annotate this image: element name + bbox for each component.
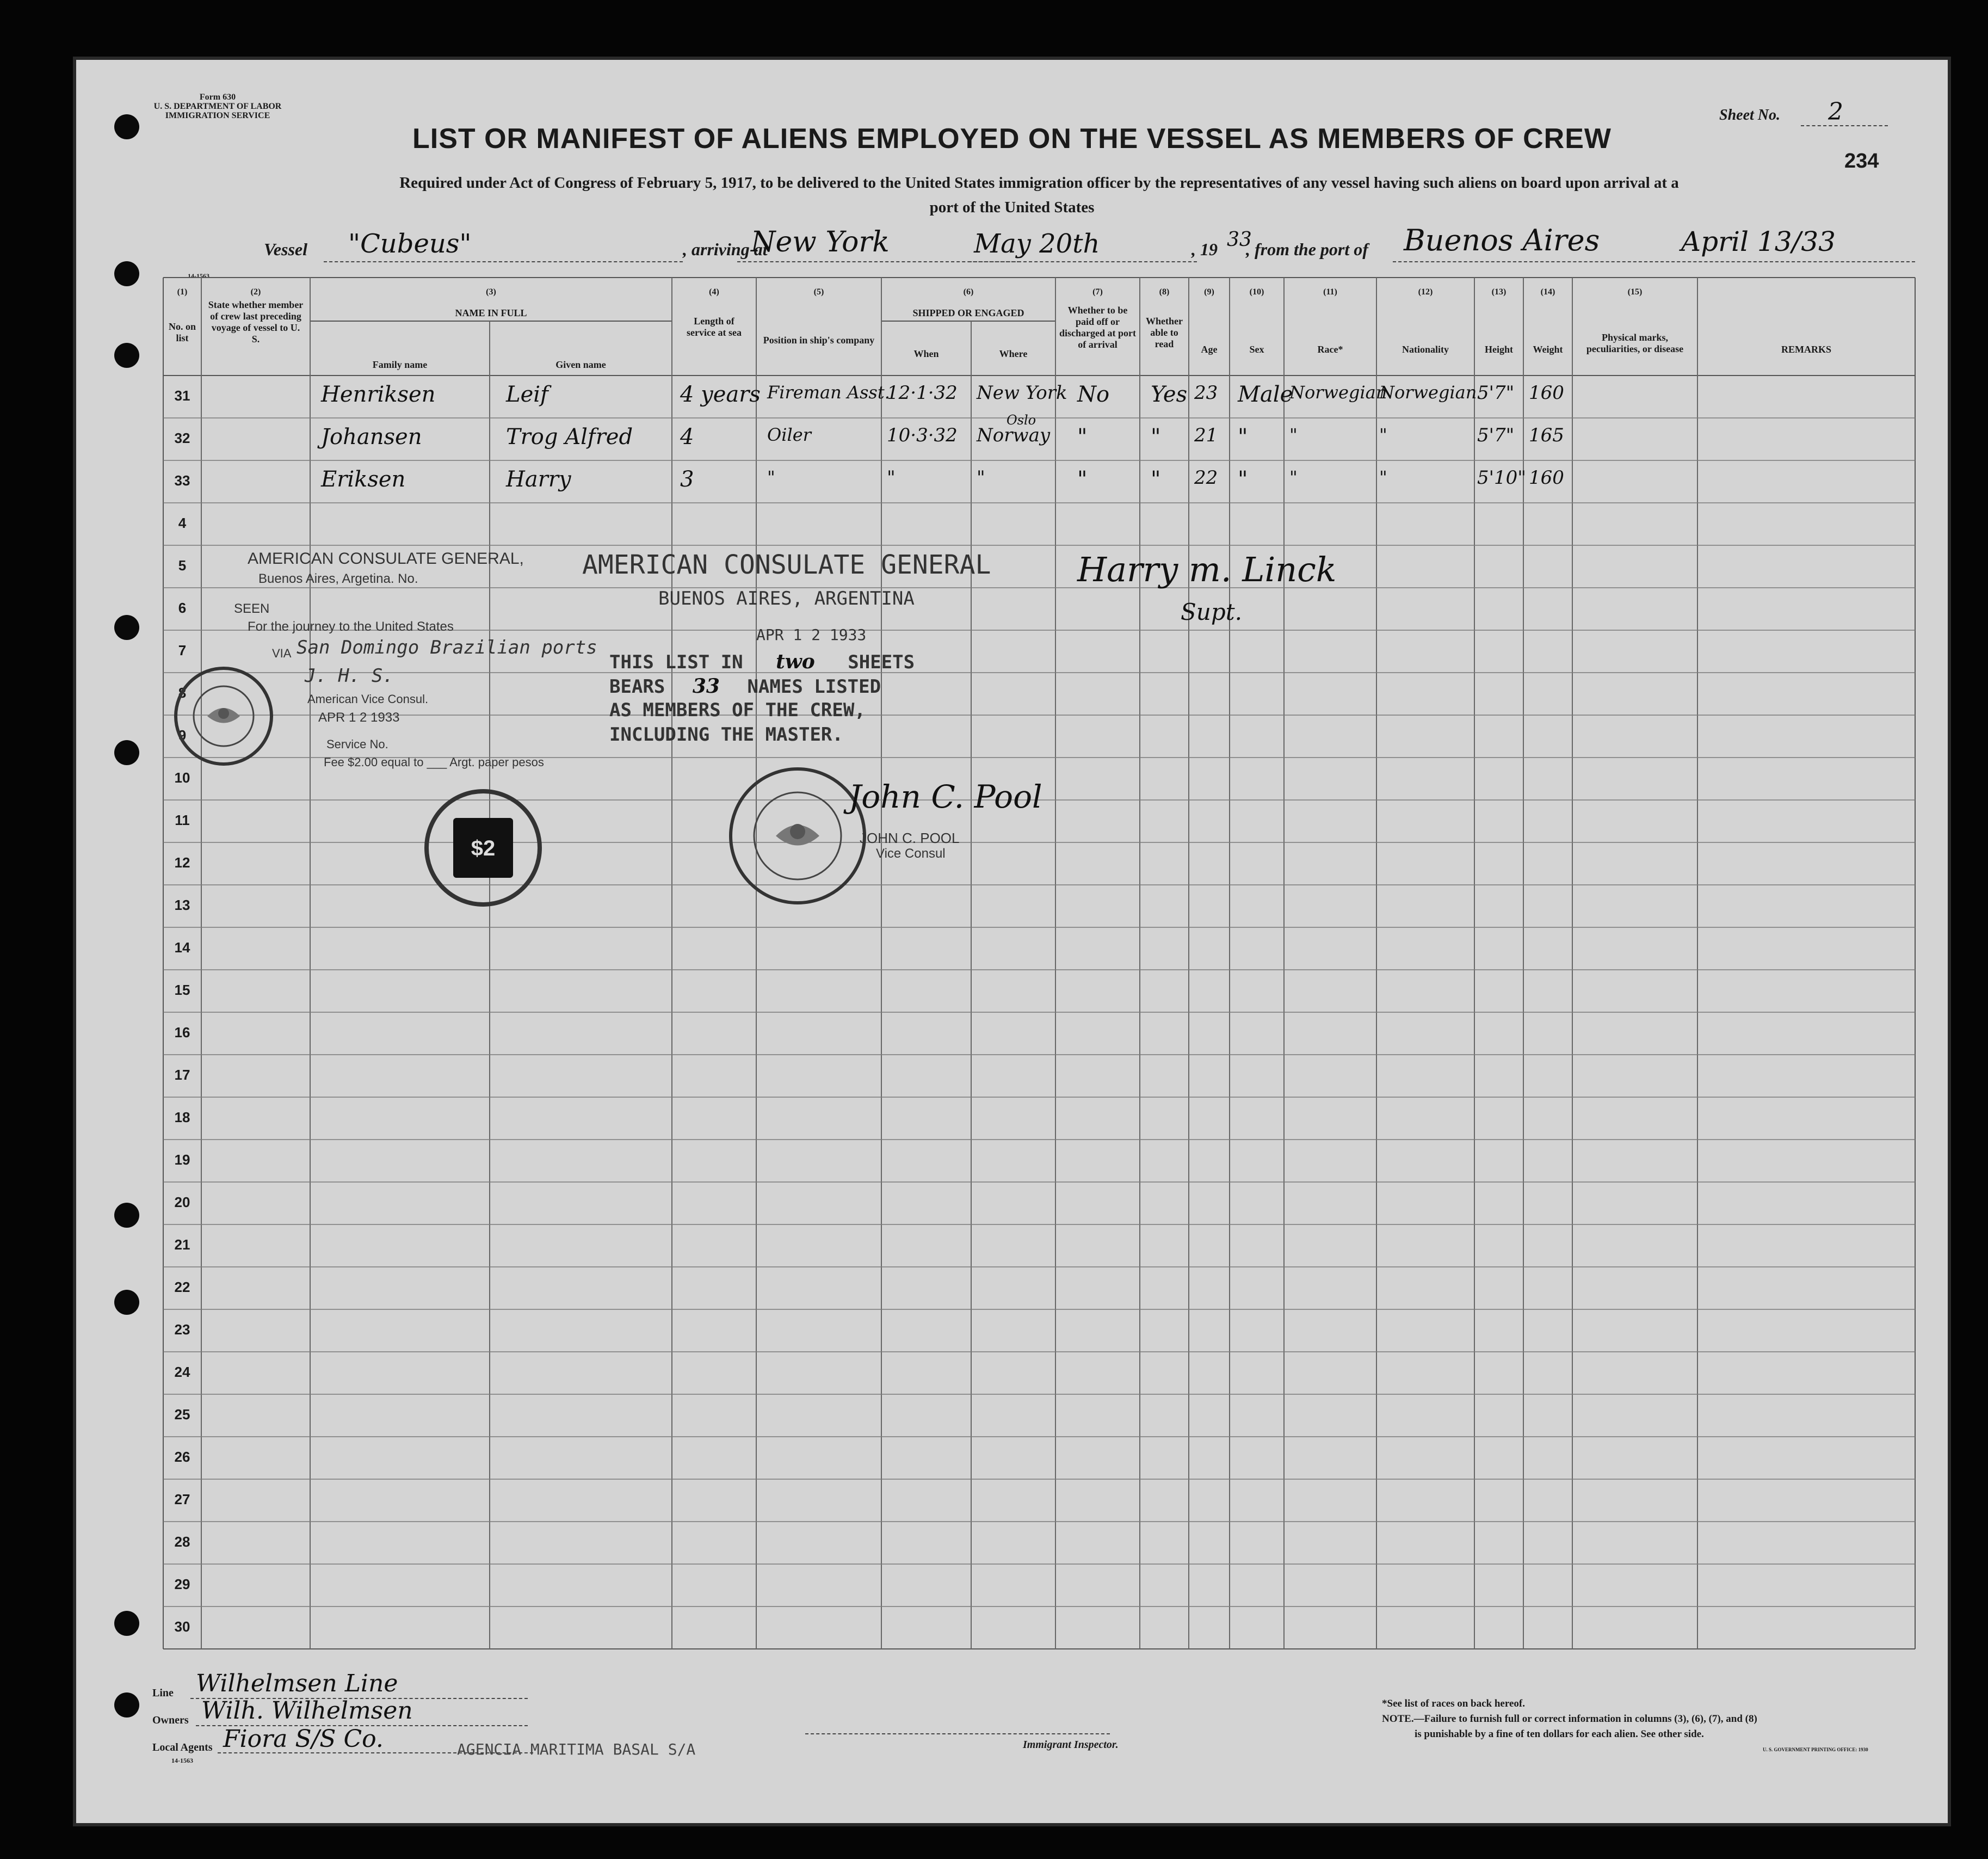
stamp-small-line1: AMERICAN CONSULATE GENERAL, — [248, 550, 524, 568]
entry-position: Fireman Asst. — [767, 382, 890, 403]
arriving-value: New York — [751, 226, 890, 258]
consul-name: JOHN C. POOL — [860, 830, 960, 846]
col-num-6: (6) — [963, 287, 974, 297]
col-header-prev-voyage: State whether member of crew last preceding voyage of vessel to U. S. — [208, 299, 304, 344]
stamp-names-listed: NAMES LISTED — [747, 676, 881, 698]
stamp-small-journey: For the journey to the United States — [248, 619, 454, 634]
row-number: 32 — [174, 430, 190, 446]
col-header-remarks: REMARKS — [1781, 344, 1831, 355]
col-num-10: (10) — [1249, 287, 1264, 297]
inspector-label: Immigrant Inspector. — [1023, 1739, 1119, 1751]
entry-nationality: " — [1379, 467, 1387, 488]
page-title: LIST OR MANIFEST OF ALIENS EMPLOYED ON THE VESSEL AS MEMBERS OF CREW — [412, 123, 1612, 155]
entry-paid-off: " — [1077, 424, 1088, 450]
entry-weight: 160 — [1529, 382, 1564, 404]
fee-seal — [424, 789, 542, 907]
stamp-large-line3 — [609, 650, 915, 673]
footer-line-value: Wilhelmsen Line — [196, 1670, 398, 1697]
entry-race: " — [1289, 467, 1298, 488]
entry-family: Johansen — [321, 424, 422, 450]
eagle-emblem-icon — [732, 771, 863, 901]
consul-signature: John C. Pool — [849, 778, 1042, 815]
footer-owners-label: Owners — [152, 1714, 189, 1726]
row-number: 5 — [178, 557, 187, 574]
depart-date-value: April 13/33 — [1681, 226, 1836, 257]
stamp-large-line5: AS MEMBERS OF THE CREW, — [609, 699, 866, 721]
footer-agents-stamp: AGENCIA MARITIMA BASAL S/A — [457, 1740, 696, 1758]
row-number: 8 — [178, 685, 187, 701]
col-header-weight: Weight — [1533, 344, 1563, 355]
row-number: 9 — [178, 727, 187, 743]
entry-where: " — [977, 467, 985, 489]
stamp-list-in: THIS LIST IN — [609, 651, 743, 673]
row-number: 19 — [174, 1152, 190, 1168]
row-number: 13 — [174, 897, 190, 913]
entry-paid-off: " — [1077, 467, 1088, 492]
stamp-small-vice-signature: J. H. S. — [305, 665, 394, 687]
col-num-1: (1) — [177, 287, 188, 297]
form-service: IMMIGRATION SERVICE — [165, 111, 270, 120]
row-number: 20 — [174, 1194, 190, 1210]
stamp-small-seen: SEEN — [234, 601, 270, 616]
row-number: 4 — [178, 515, 187, 531]
form-dept: U. S. DEPARTMENT OF LABOR — [153, 102, 282, 111]
inspector-underline — [805, 1733, 1110, 1734]
entry-sex: " — [1238, 424, 1248, 450]
stamp-small-line2: Buenos Aires, Argetina. No. — [258, 571, 418, 586]
row-number: 15 — [174, 982, 190, 998]
entry-read: " — [1151, 424, 1161, 450]
small-code-top: 14-1563 — [188, 272, 209, 280]
stamp-large-line1: AMERICAN CONSULATE GENERAL — [582, 550, 991, 580]
eagle-emblem-icon — [177, 670, 270, 762]
subtitle-line1: Required under Act of Congress of February 5, 1917, to be delivered to the United States immigration officer by the representatives of any vessel having such aliens on board upon arrival at a — [399, 174, 1679, 192]
entry-age: 23 — [1194, 382, 1218, 404]
row-number: 31 — [174, 387, 190, 404]
stamp-small-via-label: VIA — [272, 647, 292, 660]
row-number: 10 — [174, 770, 190, 786]
entry-height: 5'10" — [1477, 467, 1526, 489]
entry-position: " — [767, 467, 775, 488]
col-header-family: Family name — [372, 359, 428, 370]
col-num-9: (9) — [1204, 287, 1214, 297]
row-number: 24 — [174, 1364, 190, 1380]
col-header-height: Height — [1485, 344, 1513, 355]
entry-given: Harry — [506, 467, 571, 492]
stamp-small-vice-consul: American Vice Consul. — [307, 692, 429, 706]
row-number: 12 — [174, 854, 190, 871]
footer-owners-value: Wilh. Wilhelmsen — [201, 1697, 413, 1725]
entry-where: Norway — [977, 424, 1051, 446]
stamp-small-fee: Fee $2.00 equal to ___ Argt. paper pesos — [324, 755, 544, 769]
arriving-label: , arriving at — [683, 239, 768, 259]
stamp-small-via-value: San Domingo Brazilian ports — [297, 637, 597, 658]
entry-nationality: " — [1379, 424, 1387, 445]
stamp-sheets: SHEETS — [848, 651, 915, 673]
entry-age: 22 — [1194, 467, 1218, 489]
from-label: , from the port of — [1246, 239, 1368, 259]
year-value: 33 — [1227, 229, 1252, 251]
col-header-read: Whether able to read — [1146, 316, 1183, 349]
footer-line-label: Line — [152, 1687, 174, 1699]
col-header-name: NAME IN FULL — [455, 307, 527, 318]
date-value: May 20th — [974, 229, 1100, 259]
consulate-seal-center — [729, 767, 866, 904]
row-number: 29 — [174, 1576, 190, 1592]
col-header-shipped: SHIPPED OR ENGAGED — [912, 307, 1024, 318]
entry-weight: 165 — [1529, 424, 1564, 446]
col-header-when: When — [913, 348, 939, 359]
footer-gpo: U. S. GOVERNMENT PRINTING OFFICE: 1930 — [1763, 1747, 1868, 1752]
entry-read: Yes — [1151, 382, 1188, 407]
vessel-value: "Cubeus" — [348, 229, 472, 259]
stamp-large-line2: BUENOS AIRES, ARGENTINA — [658, 588, 915, 610]
entry-family: Eriksen — [321, 467, 406, 492]
entry-when: " — [887, 467, 896, 489]
stamp-sheets-count: two — [776, 650, 815, 673]
stamp-bears: BEARS — [609, 676, 665, 698]
row-number: 16 — [174, 1024, 190, 1041]
col-num-3: (3) — [486, 287, 496, 297]
row-number: 33 — [174, 472, 190, 489]
entry-race: " — [1289, 424, 1298, 445]
col-num-2: (2) — [250, 287, 261, 297]
col-num-13: (13) — [1491, 287, 1507, 297]
sheet-label: Sheet No. — [1719, 107, 1780, 124]
col-header-physical: Physical marks, peculiarities, or disease — [1586, 332, 1684, 354]
entry-nationality: Norwegian — [1379, 382, 1477, 403]
entry-height: 5'7" — [1477, 382, 1515, 404]
row-number: 18 — [174, 1109, 190, 1125]
col-header-service: Length of service at sea — [687, 316, 742, 338]
master-title: Supt. — [1181, 599, 1242, 625]
entry-where: New York — [977, 382, 1067, 404]
stamp-small-service: Service No. — [326, 737, 388, 751]
entry-race: Norwegian — [1289, 382, 1387, 403]
col-header-position: Position in ship's company — [763, 335, 875, 346]
page-number: 234 — [1844, 150, 1879, 173]
row-number: 26 — [174, 1449, 190, 1465]
row-number: 21 — [174, 1236, 190, 1253]
consulate-seal-left — [174, 667, 273, 766]
row-number: 14 — [174, 939, 190, 956]
entry-when: 10·3·32 — [887, 424, 958, 446]
subtitle-line2: port of the United States — [929, 199, 1095, 216]
footer-note2-text: —Failure to furnish full or correct information in columns (3), (6), (7), and (8) — [1413, 1713, 1757, 1725]
footer-note2 — [1382, 1713, 1757, 1725]
entry-height: 5'7" — [1477, 424, 1515, 446]
col-num-15: (15) — [1627, 287, 1643, 297]
row-number: 17 — [174, 1067, 190, 1083]
col-num-12: (12) — [1418, 287, 1433, 297]
stamp-small-date: APR 1 2 1933 — [318, 710, 400, 725]
row-number: 28 — [174, 1534, 190, 1550]
col-header-no: No. on list — [168, 321, 196, 343]
footer-note2-label: NOTE. — [1382, 1713, 1414, 1725]
row-number: 30 — [174, 1618, 190, 1635]
entry-given: Trog Alfred — [506, 424, 633, 450]
footer-code: 14-1563 — [171, 1757, 193, 1764]
col-header-nationality: Nationality — [1402, 344, 1449, 355]
from-value: Buenos Aires — [1404, 223, 1600, 257]
sheet-value: 2 — [1828, 98, 1843, 126]
row-number: 27 — [174, 1491, 190, 1507]
row-number: 11 — [175, 812, 190, 828]
entry-paid-off: No — [1077, 382, 1110, 407]
col-num-4: (4) — [709, 287, 719, 297]
entry-read: " — [1151, 467, 1161, 492]
col-header-given: Given name — [555, 359, 606, 370]
entry-service: 4 — [680, 424, 694, 450]
entry-age: 21 — [1194, 424, 1218, 446]
entry-weight: 160 — [1529, 467, 1564, 489]
form-number: Form 630 — [199, 93, 236, 102]
col-header-where: Where — [999, 348, 1028, 359]
footer-agents-label: Local Agents — [152, 1741, 213, 1753]
year-prefix: , 19 — [1191, 239, 1218, 259]
entry-where-note: Oslo — [1007, 413, 1036, 428]
entry-family: Henriksen — [321, 382, 436, 407]
entry-position: Oiler — [767, 424, 811, 445]
footer-note1: *See list of races on back hereof. — [1382, 1698, 1525, 1709]
col-num-8: (8) — [1159, 287, 1170, 297]
col-header-paid-off: Whether to be paid off or discharged at port of arrival — [1059, 305, 1136, 350]
col-header-sex: Sex — [1249, 344, 1264, 355]
row-number: 22 — [174, 1279, 190, 1295]
row-number: 6 — [178, 600, 187, 616]
stamp-large-line6: INCLUDING THE MASTER. — [609, 724, 843, 746]
manifest-sheet — [76, 60, 1948, 1823]
consul-title: Vice Consul — [876, 846, 946, 861]
fee-stamp — [453, 818, 513, 878]
master-signature: Harry m. Linck — [1077, 550, 1337, 589]
entry-given: Leif — [506, 382, 548, 407]
footer-agents-value: Fiora S/S Co. — [223, 1725, 384, 1753]
stamp-large-line4 — [609, 675, 881, 698]
footer-note3: is punishable by a fine of ten dollars for each alien. See other side. — [1415, 1728, 1704, 1740]
col-num-14: (14) — [1540, 287, 1555, 297]
entry-when: 12·1·32 — [887, 382, 958, 404]
vessel-label: Vessel — [264, 239, 307, 259]
col-header-race: Race* — [1317, 344, 1343, 355]
row-number: 25 — [174, 1406, 190, 1423]
col-header-age: Age — [1201, 344, 1218, 355]
row-number: 7 — [178, 642, 187, 658]
col-num-11: (11) — [1323, 287, 1337, 297]
row-number: 23 — [174, 1321, 190, 1338]
entry-sex: Male — [1238, 382, 1293, 407]
manifest-grid — [76, 60, 1948, 1823]
fee-stamp-value: $2 — [471, 836, 496, 860]
col-num-7: (7) — [1092, 287, 1103, 297]
entry-sex: " — [1238, 467, 1248, 492]
stamp-large-date: APR 1 2 1933 — [756, 626, 867, 644]
col-num-5: (5) — [813, 287, 824, 297]
stamp-names-count: 33 — [692, 675, 720, 698]
entry-service: 3 — [680, 467, 694, 492]
entry-service: 4 years — [680, 382, 761, 407]
footer-agents-underline — [218, 1752, 533, 1753]
